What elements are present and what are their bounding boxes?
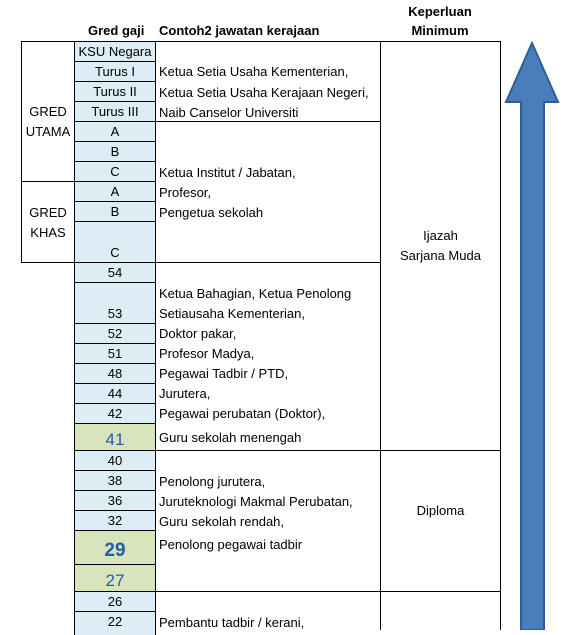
example-text: Ketua Bahagian, Ketua Penolong — [159, 286, 352, 301]
example-text: Ketua Institut / Jabatan, — [159, 165, 296, 180]
grade-cell: 51 — [74, 343, 156, 363]
requirement-border-top — [380, 41, 501, 42]
group-khas-label: GRED KHAS — [29, 205, 67, 240]
grade-cell: 42 — [74, 403, 156, 423]
examples-divider — [156, 121, 381, 122]
grade-cell: C — [74, 161, 156, 181]
example-text: Profesor, — [159, 185, 212, 200]
example-text: Pengetua sekolah — [159, 205, 264, 220]
grade-cell: Turus I — [74, 61, 156, 81]
grade-cell: 52 — [74, 323, 156, 343]
example-text: Guru sekolah menengah — [159, 430, 302, 445]
grade-cell: 22 — [74, 611, 156, 635]
grade-cell: 53 — [74, 282, 156, 323]
example-text: Ketua Setia Usaha Kementerian, — [159, 64, 349, 79]
group-border-bottom — [21, 262, 75, 263]
grade-cell: Turus II — [74, 81, 156, 101]
example-text: Guru sekolah rendah, — [159, 514, 285, 529]
example-text: Profesor Madya, — [159, 346, 255, 361]
grade-cell-highlight: 27 — [74, 564, 156, 591]
example-text: Penolong pegawai tadbir — [159, 537, 303, 552]
examples-border-right — [380, 41, 381, 630]
header-requirement-line1: Keperluan — [408, 4, 472, 19]
example-text: Pegawai perubatan (Doktor), — [159, 406, 326, 421]
example-text: Ketua Setia Usaha Kerajaan Negeri, — [159, 85, 369, 100]
grade-cell: 36 — [74, 490, 156, 510]
requirement-degree: Ijazah Sarjana Muda — [400, 228, 481, 263]
example-text: Doktor pakar, — [159, 326, 237, 341]
grade-cell: 44 — [74, 383, 156, 403]
examples-border-top — [156, 41, 381, 42]
header-grade: Gred gaji — [88, 23, 145, 38]
grade-cell: Turus III — [74, 101, 156, 121]
grade-cell: 54 — [74, 262, 156, 282]
grade-cell: 26 — [74, 591, 156, 611]
group-divider — [21, 181, 75, 182]
group-utama-label: GRED UTAMA — [25, 104, 71, 139]
grade-cell: 48 — [74, 363, 156, 383]
grade-cell-highlight: 41 — [74, 423, 156, 450]
grade-cell: 32 — [74, 510, 156, 530]
grade-cell: 38 — [74, 470, 156, 490]
header-examples: Contoh2 jawatan kerajaan — [159, 23, 320, 38]
header-requirement-line2: Minimum — [411, 23, 469, 38]
up-arrow-icon — [500, 38, 565, 630]
grade-cell: A — [74, 121, 156, 141]
grade-cell: KSU Negara — [74, 41, 156, 61]
requirement-diploma: Diploma — [416, 503, 465, 518]
grade-cell: 40 — [74, 450, 156, 470]
example-text: Juruteknologi Makmal Perubatan, — [159, 494, 353, 509]
example-text: Setiausaha Kementerian, — [159, 306, 305, 321]
examples-divider — [156, 591, 501, 592]
grade-cell: A — [74, 181, 156, 201]
example-text: Pegawai Tadbir / PTD, — [159, 366, 289, 381]
group-border-top — [21, 41, 75, 42]
grade-cell-highlight: 29 — [74, 530, 156, 564]
grade-cell: C — [74, 221, 156, 262]
grade-cell: B — [74, 201, 156, 221]
example-text: Naib Canselor Universiti — [159, 105, 299, 120]
up-arrow-shape — [506, 43, 558, 630]
example-text: Penolong jurutera, — [159, 474, 266, 489]
example-text: Jurutera, — [159, 386, 211, 401]
grade-cell: B — [74, 141, 156, 161]
example-text: Pembantu tadbir / kerani, — [159, 615, 305, 630]
examples-divider — [156, 262, 381, 263]
examples-divider — [156, 450, 501, 451]
